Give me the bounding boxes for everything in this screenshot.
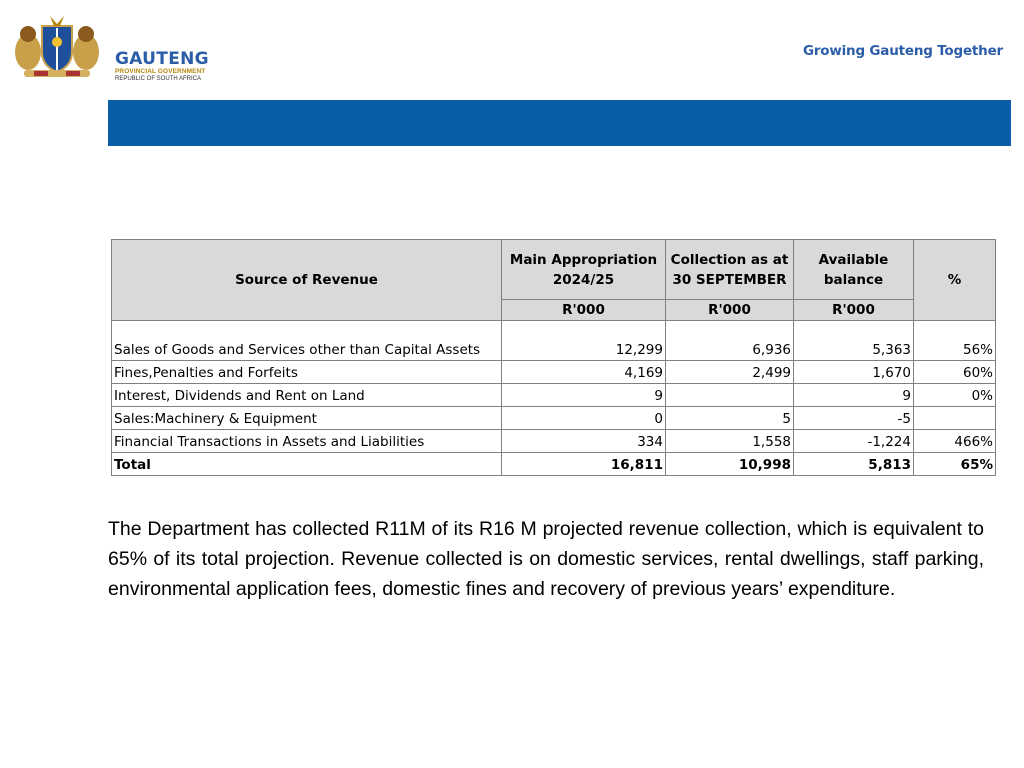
row-percent: 0% bbox=[914, 384, 996, 407]
row-available: 5,363 bbox=[794, 321, 914, 361]
logo-text bbox=[115, 50, 209, 83]
row-percent: 466% bbox=[914, 430, 996, 453]
header-unit-collection: R'000 bbox=[666, 300, 794, 321]
row-available: -5 bbox=[794, 407, 914, 430]
row-available: 9 bbox=[794, 384, 914, 407]
row-source: Fines,Penalties and Forfeits bbox=[112, 361, 502, 384]
row-main: 0 bbox=[502, 407, 666, 430]
row-main: 9 bbox=[502, 384, 666, 407]
summary-paragraph: The Department has collected R11M of its R16 M projected revenue collection, which is equivalent to 65% of its total projection. Revenue collected is on domestic services, rental dwellings, staff parking, environmental application fees, domestic fines and recovery of previous years’ expenditure. bbox=[108, 517, 984, 600]
logo-country: REPUBLIC OF SOUTH AFRICA bbox=[115, 76, 202, 82]
row-main: 334 bbox=[502, 430, 666, 453]
row-percent bbox=[914, 407, 996, 430]
total-percent: 65% bbox=[914, 453, 996, 476]
logo-subtitle: PROVINCIAL GOVERNMENT bbox=[115, 68, 206, 75]
row-main: 12,299 bbox=[502, 321, 666, 361]
row-percent: 56% bbox=[914, 321, 996, 361]
table-row bbox=[112, 321, 996, 361]
header-available: Available balance bbox=[794, 240, 914, 300]
row-percent: 60% bbox=[914, 361, 996, 384]
row-collection bbox=[666, 384, 794, 407]
title-banner bbox=[108, 100, 1011, 146]
table-row bbox=[112, 384, 996, 407]
row-collection: 5 bbox=[666, 407, 794, 430]
row-main: 4,169 bbox=[502, 361, 666, 384]
row-collection: 1,558 bbox=[666, 430, 794, 453]
table-row bbox=[112, 430, 996, 453]
header-collection: Collection as at 30 SEPTEMBER bbox=[666, 240, 794, 300]
revenue-table bbox=[111, 239, 996, 476]
row-available: 1,670 bbox=[794, 361, 914, 384]
header-unit-available: R'000 bbox=[794, 300, 914, 321]
total-label: Total bbox=[112, 453, 502, 476]
row-source: Sales of Goods and Services other than Capital Assets bbox=[112, 321, 502, 361]
header-main-appropriation: Main Appropriation 2024/25 bbox=[502, 240, 666, 300]
logo-title: GAUTENG bbox=[115, 49, 209, 69]
tagline: Growing Gauteng Together bbox=[802, 43, 1003, 59]
row-collection: 6,936 bbox=[666, 321, 794, 361]
coat-of-arms-icon bbox=[10, 12, 105, 78]
total-collection: 10,998 bbox=[666, 453, 794, 476]
row-collection: 2,499 bbox=[666, 361, 794, 384]
row-available: -1,224 bbox=[794, 430, 914, 453]
header-unit-main: R'000 bbox=[502, 300, 666, 321]
row-source: Sales:Machinery & Equipment bbox=[112, 407, 502, 430]
total-row bbox=[112, 453, 996, 476]
gauteng-logo bbox=[10, 12, 209, 82]
header-percent: % bbox=[914, 240, 996, 321]
header-source: Source of Revenue bbox=[112, 240, 502, 321]
row-source: Interest, Dividends and Rent on Land bbox=[112, 384, 502, 407]
total-available: 5,813 bbox=[794, 453, 914, 476]
table-row bbox=[112, 361, 996, 384]
row-source: Financial Transactions in Assets and Liabilities bbox=[112, 430, 502, 453]
total-main: 16,811 bbox=[502, 453, 666, 476]
table-row bbox=[112, 407, 996, 430]
